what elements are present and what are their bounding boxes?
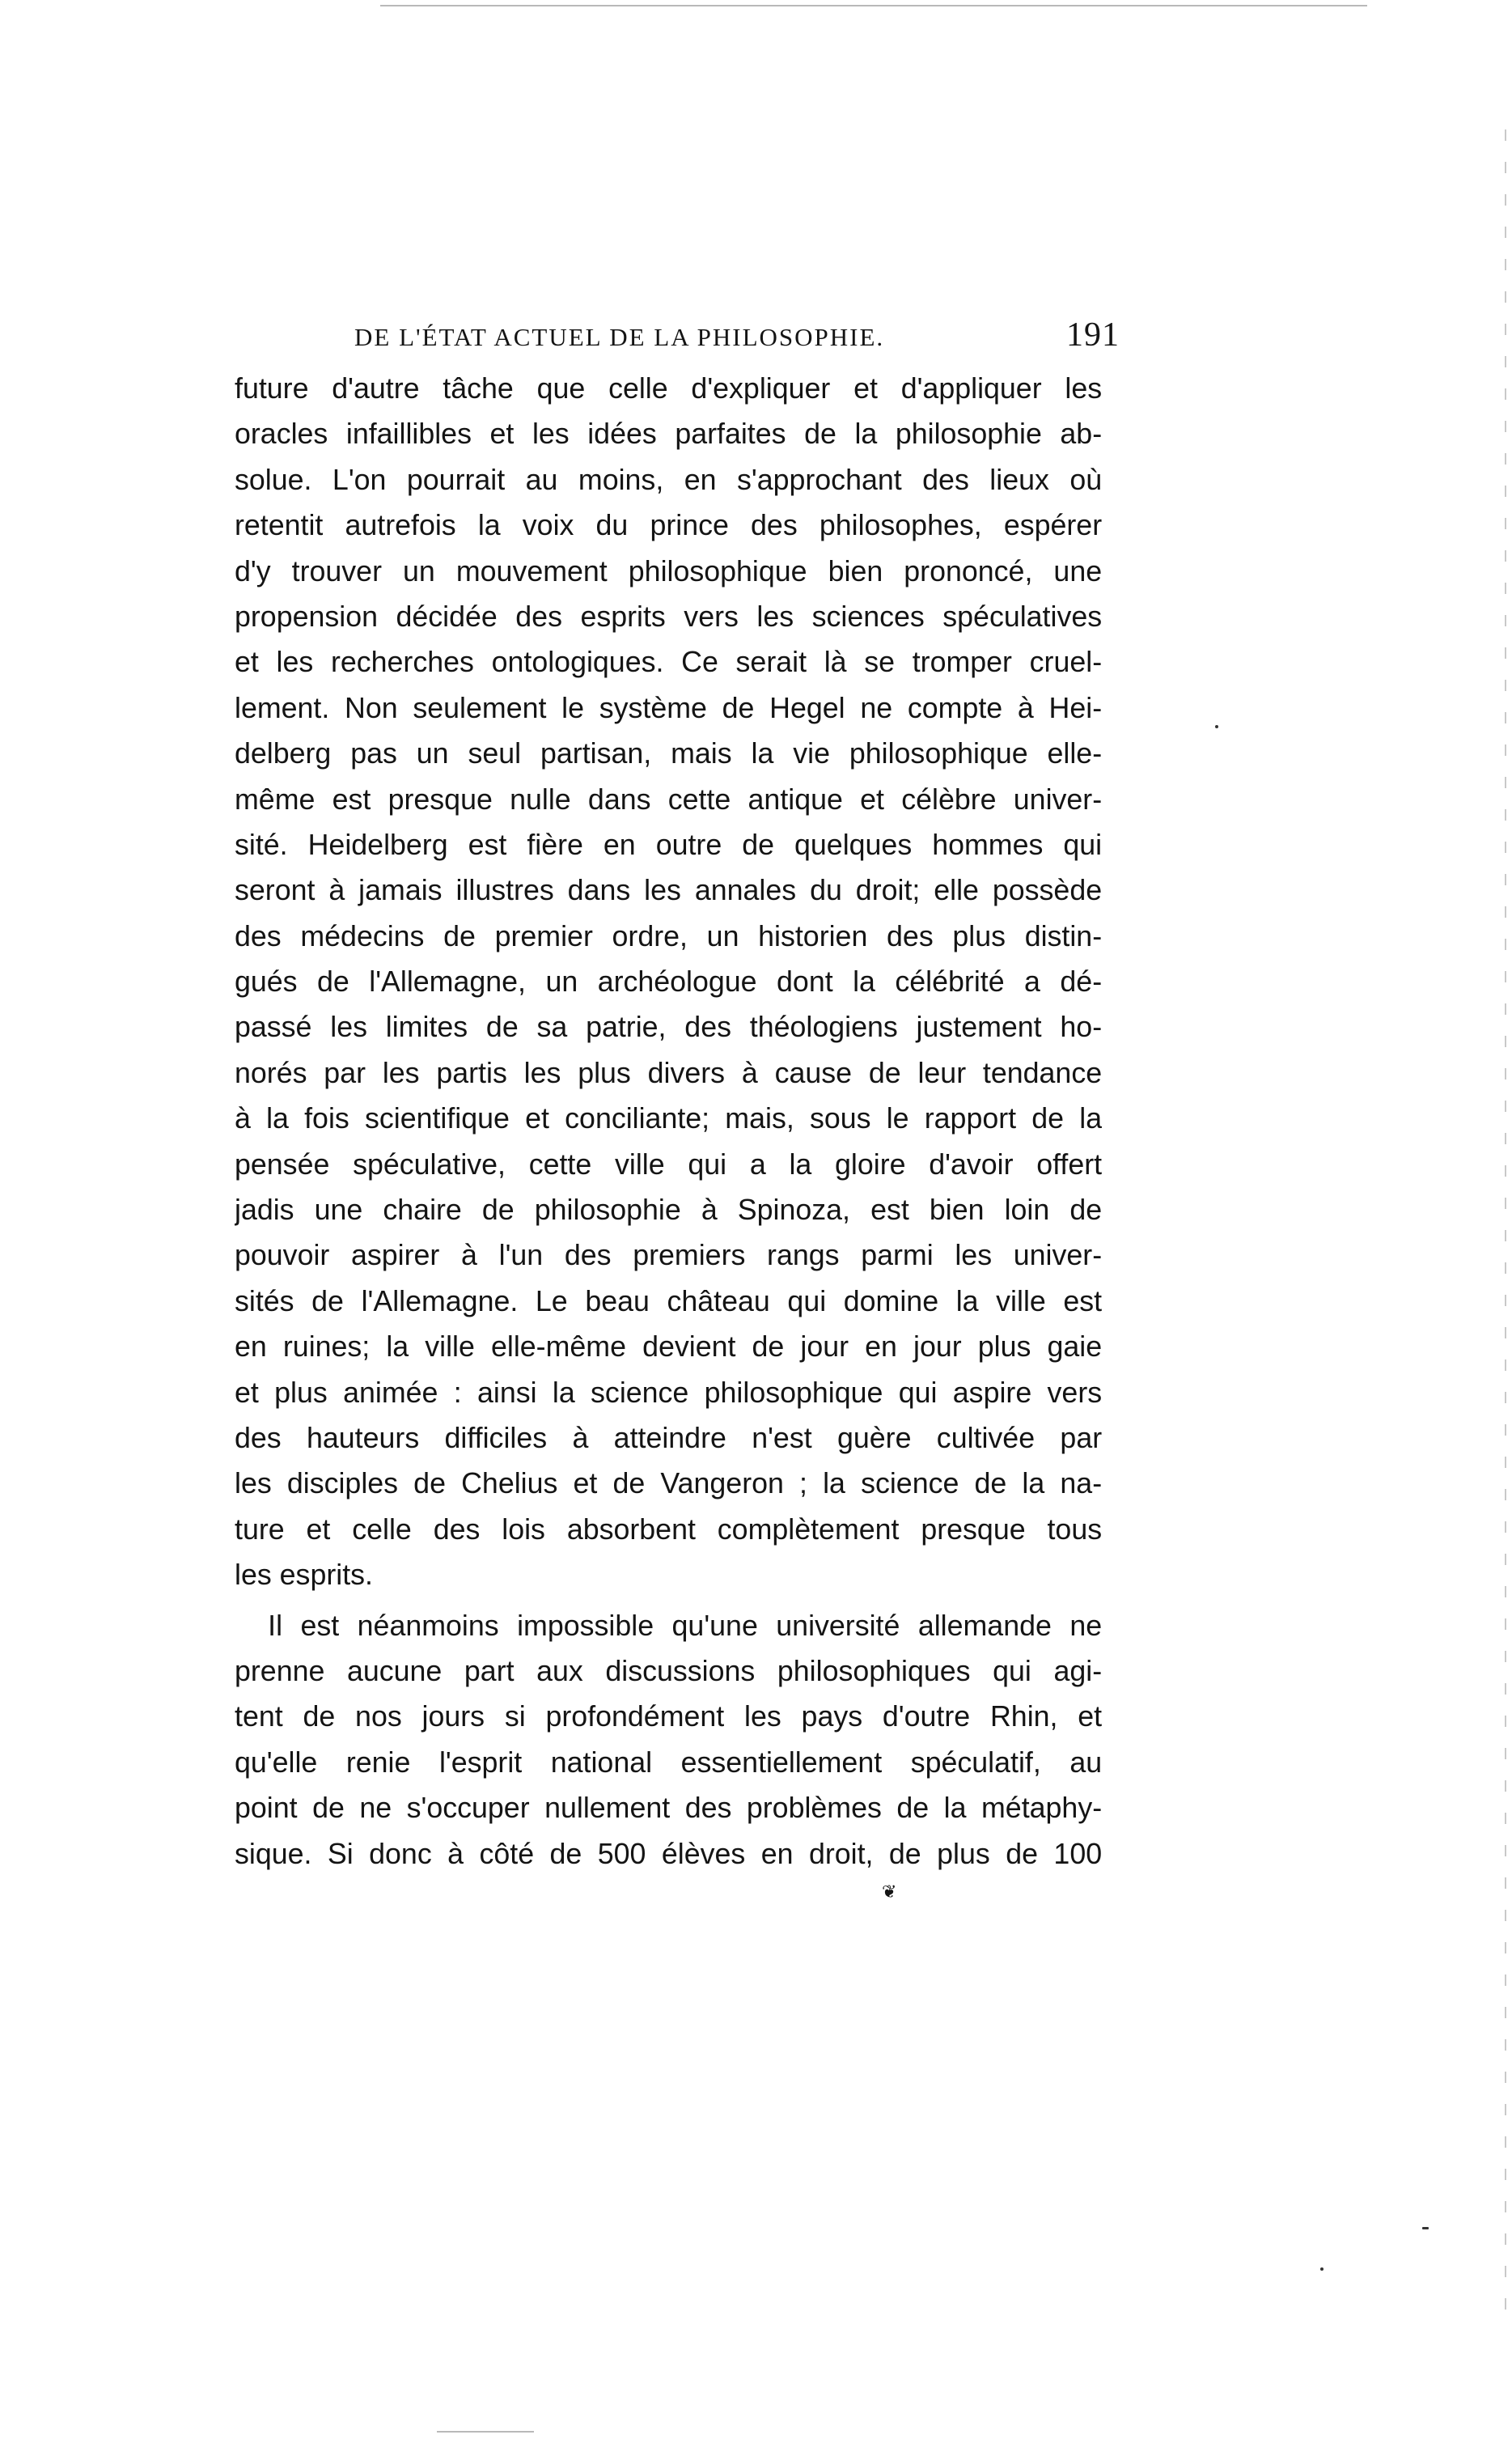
text-line: sités de l'Allemagne. Le beau château qui domine la ville est bbox=[235, 1283, 1103, 1317]
ink-speck bbox=[1215, 725, 1218, 728]
text-line: ture et celle des lois absorbent complètement presque tous bbox=[235, 1512, 1103, 1546]
paragraph bbox=[235, 1603, 1120, 1877]
paragraph bbox=[235, 366, 1120, 1598]
body-text bbox=[235, 366, 1120, 1877]
text-line: future d'autre tâche que celle d'expliquer et d'appliquer les bbox=[235, 371, 1103, 405]
running-title: DE L'ÉTAT ACTUEL DE LA PHILOSOPHIE. bbox=[354, 323, 885, 351]
scan-right-edge bbox=[1505, 129, 1506, 2314]
text-line: prenne aucune part aux discussions philosophiques qui agi- bbox=[235, 1653, 1103, 1687]
scan-top-edge bbox=[380, 5, 1367, 6]
running-head bbox=[235, 316, 1120, 366]
text-line: en ruines; la ville elle-même devient de jour en jour plus gaie bbox=[235, 1330, 1103, 1364]
text-line: lement. Non seulement le système de Hegel ne compte à Hei- bbox=[235, 690, 1103, 724]
text-line: passé les limites de sa patrie, des théologiens justement ho- bbox=[235, 1010, 1103, 1044]
text-line: les disciples de Chelius et de Vangeron ; la science de la na- bbox=[235, 1466, 1103, 1500]
text-line: des hauteurs difficiles à atteindre n'est guère cultivée par bbox=[235, 1420, 1103, 1454]
scan-bottom-edge bbox=[437, 2431, 534, 2433]
text-line: même est presque nulle dans cette antique et célèbre univer- bbox=[235, 782, 1103, 816]
printer-mark-icon: ❦ bbox=[882, 1882, 897, 1902]
text-line: et plus animée : ainsi la science philosophique qui aspire vers bbox=[235, 1375, 1103, 1409]
text-line: norés par les partis les plus divers à cause de leur tendance bbox=[235, 1055, 1103, 1089]
text-line: retentit autrefois la voix du prince des philosophes, espérer bbox=[235, 508, 1103, 542]
text-line: Il est néanmoins impossible qu'une université allemande ne bbox=[268, 1608, 1103, 1642]
text-line: et les recherches ontologiques. Ce serait là se tromper cruel- bbox=[235, 645, 1103, 679]
text-line: jadis une chaire de philosophie à Spinoza, est bien loin de bbox=[235, 1193, 1103, 1227]
book-page bbox=[235, 316, 1120, 1877]
text-line: seront à jamais illustres dans les annales du droit; elle possède bbox=[235, 873, 1103, 907]
text-line: pouvoir aspirer à l'un des premiers rangs parmi les univer- bbox=[235, 1238, 1103, 1272]
text-line: des médecins de premier ordre, un historien des plus distin- bbox=[235, 918, 1103, 952]
text-line: qu'elle renie l'esprit national essentiellement spéculatif, au bbox=[235, 1745, 1103, 1779]
text-line: sique. Si donc à côté de 500 élèves en droit, de plus de 100 bbox=[235, 1836, 1103, 1870]
page-number: 191 bbox=[1066, 316, 1120, 354]
text-line: sité. Heidelberg est fière en outre de quelques hommes qui bbox=[235, 827, 1103, 861]
text-line: pensée spéculative, cette ville qui a la gloire d'avoir offert bbox=[235, 1147, 1103, 1181]
text-line: tent de nos jours si profondément les pays d'outre Rhin, et bbox=[235, 1699, 1103, 1733]
text-line: les esprits. bbox=[235, 1558, 373, 1592]
text-line: point de ne s'occuper nullement des problèmes de la métaphy- bbox=[235, 1791, 1103, 1825]
text-line: solue. L'on pourrait au moins, en s'approchant des lieux où bbox=[235, 462, 1103, 496]
text-line: à la fois scientifique et conciliante; mais, sous le rapport de la bbox=[235, 1101, 1103, 1135]
text-line: propension décidée des esprits vers les sciences spéculatives bbox=[235, 599, 1103, 633]
ink-speck bbox=[1422, 2227, 1429, 2229]
text-line: d'y trouver un mouvement philosophique bien prononcé, une bbox=[235, 554, 1103, 587]
ink-speck bbox=[1320, 2267, 1324, 2271]
text-line: delberg pas un seul partisan, mais la vie philosophique elle- bbox=[235, 736, 1103, 770]
text-line: gués de l'Allemagne, un archéologue dont la célébrité a dé- bbox=[235, 965, 1103, 999]
text-line: oracles infaillibles et les idées parfaites de la philosophie ab- bbox=[235, 417, 1103, 451]
